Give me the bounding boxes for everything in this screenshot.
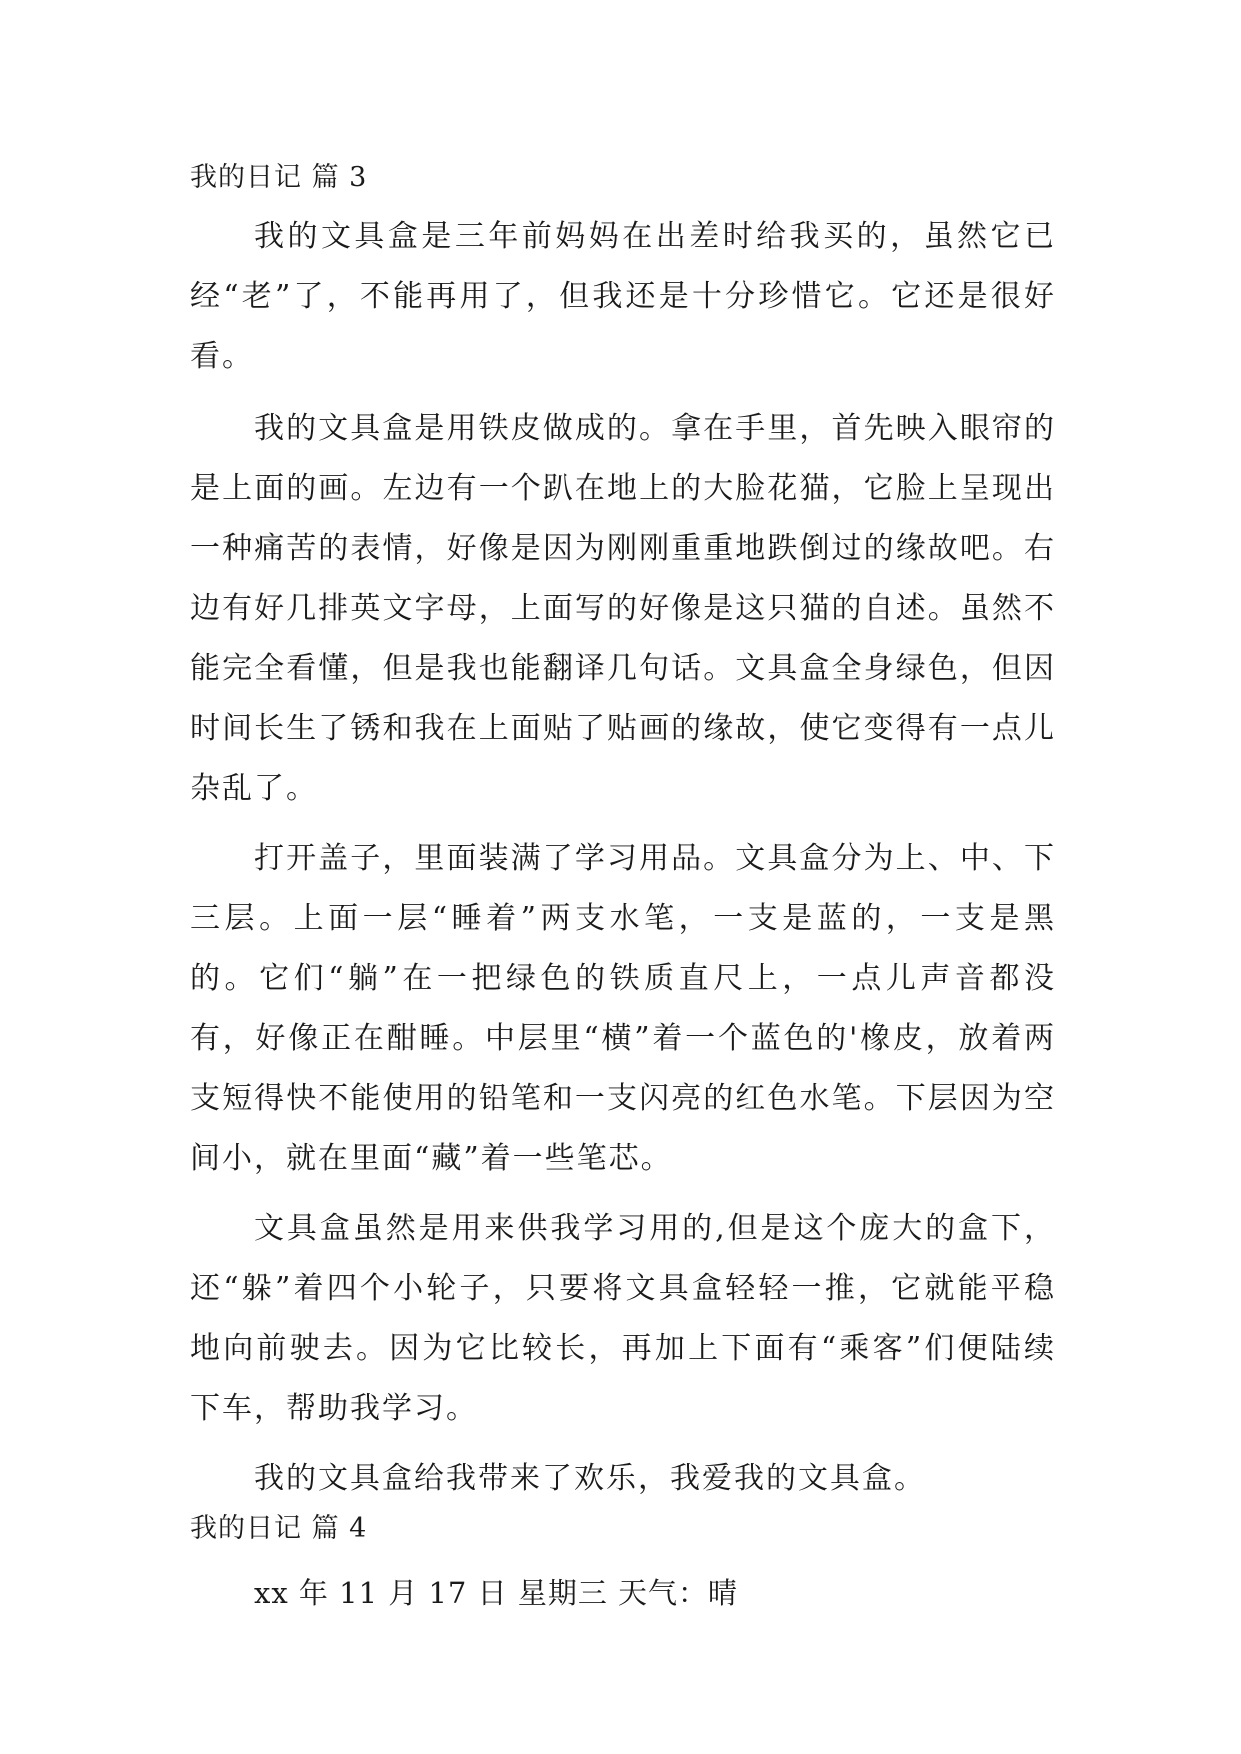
paragraph-5: 我的文具盒给我带来了欢乐，我爱我的文具盒。 [254, 1461, 926, 1496]
date-weather-line: xx 年 11 月 17 日 星期三 天气：晴 [254, 1576, 739, 1610]
entry-heading-4: 我的日记 篇 4 [190, 1513, 368, 1544]
entry-heading-3: 我的日记 篇 3 [190, 162, 368, 193]
paragraph-4: 文具盒虽然是用来供我学习用的,但是这个庞大的盒下，还“躲”着四个小轮子，只要将文具盒轻轻一推，它就能平稳地向前驶去。因为它比较长，再加上下面有“乘客”们便陆续下车，帮助我学习。 [190, 1211, 1056, 1426]
document-body [190, 158, 1056, 1623]
paragraph-1: 我的文具盒是三年前妈妈在出差时给我买的，虽然它已经“老”了，不能再用了，但我还是十分珍惜它。它还是很好看。 [190, 219, 1056, 374]
paragraph-2: 我的文具盒是用铁皮做成的。拿在手里，首先映入眼帘的是上面的画。左边有一个趴在地上的大脸花猫，它脸上呈现出一种痛苦的表情，好像是因为刚刚重重地跌倒过的缘故吧。右边有好几排英文字母，上面写的好像是这只猫的自述。虽然不能完全看懂，但是我也能翻译几句话。文具盒全身绿色，但因时间长生了锈和我在上面贴了贴画的缘故，使它变得有一点儿杂乱了。 [190, 411, 1056, 806]
paragraph-3: 打开盖子，里面装满了学习用品。文具盒分为上、中、下三层。上面一层“睡着”两支水笔，一支是蓝的，一支是黑的。它们“躺”在一把绿色的铁质直尺上，一点儿声音都没有，好像正在酣睡。中层里“横”着一个蓝色的'橡皮，放着两支短得快不能使用的铅笔和一支闪亮的红色水笔。下层因为空间小，就在里面“藏”着一些笔芯。 [190, 841, 1056, 1176]
